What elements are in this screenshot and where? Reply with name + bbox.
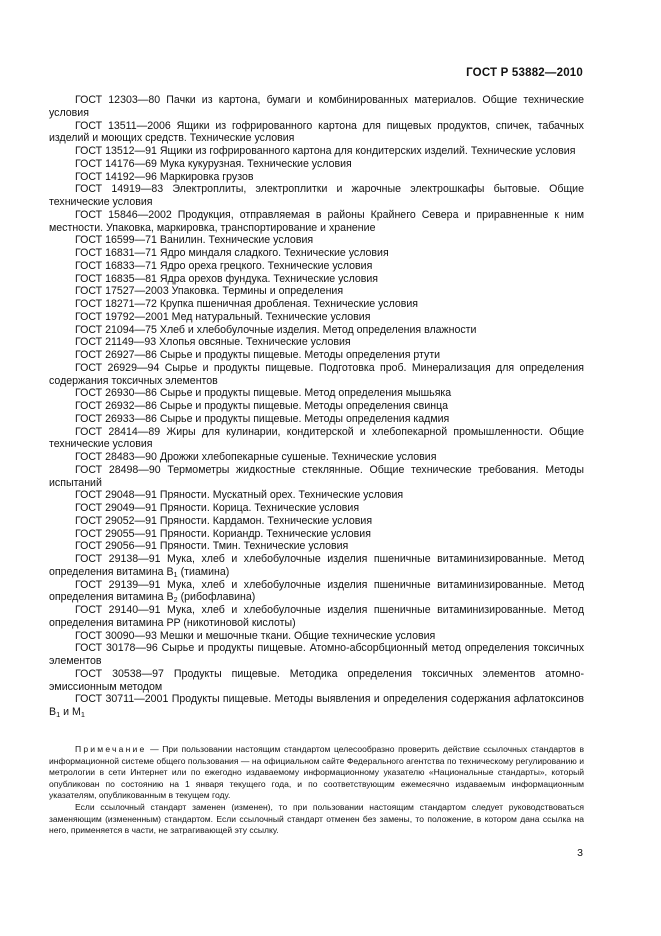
subscript: 1 xyxy=(173,569,178,579)
reference-item xyxy=(49,413,584,426)
reference-item xyxy=(49,120,584,146)
reference-code: ГОСТ 26927—86 xyxy=(75,349,157,361)
reference-title: Электроплиты, электроплитки и жарочные электрошкафы бытовые. Общие технические условия xyxy=(49,183,584,208)
reference-title: Пачки из картона, бумаги и комбинированных материалов. Общие технические условия xyxy=(49,94,584,119)
subscript: 1 xyxy=(80,709,85,719)
reference-item xyxy=(49,489,584,502)
reference-code: ГОСТ 14176—69 xyxy=(75,157,157,170)
reference-title: Пряности. Корица. Технические условия xyxy=(159,502,360,514)
reference-code: ГОСТ 29139—91 xyxy=(75,578,161,591)
reference-item xyxy=(49,336,584,349)
reference-title-tail: и M xyxy=(60,706,81,718)
reference-item xyxy=(49,183,584,209)
reference-title-tail: (рибофлавина) xyxy=(177,591,256,604)
reference-item xyxy=(49,311,584,324)
reference-item xyxy=(49,502,584,515)
reference-item xyxy=(49,209,584,235)
reference-title: Ядра орехов фундука. Технические условия xyxy=(159,272,379,285)
reference-item xyxy=(49,298,584,311)
reference-code: ГОСТ 29140—91 xyxy=(75,604,161,616)
reference-title: Ядро ореха грецкого. Технические условия xyxy=(159,259,373,272)
reference-item xyxy=(49,145,584,158)
reference-code: ГОСТ 15846—2002 xyxy=(75,208,172,221)
reference-title: Сырье и продукты пищевые. Подготовка проб. Минерализация для определения содержания токсичных элементов xyxy=(49,361,584,387)
reference-title: Дрожжи хлебопекарные сушеные. Технические условия xyxy=(159,451,437,463)
reference-code: ГОСТ 30178—96 xyxy=(75,642,158,655)
reference-title: Мука, хлеб и хлебобулочные изделия пшеничные витаминизированные. Метод определения витамина PP (никотиновой кислоты) xyxy=(49,604,584,629)
reference-title: Пряности. Тмин. Технические условия xyxy=(159,540,349,553)
note-paragraph-1 xyxy=(49,744,584,802)
reference-title-tail: (тиамина) xyxy=(177,565,230,578)
subscript: 1 xyxy=(56,709,61,719)
reference-title: Сырье и продукты пищевые. Методы определения кадмия xyxy=(159,412,450,425)
reference-item xyxy=(49,273,584,286)
reference-item xyxy=(49,362,584,388)
reference-code: ГОСТ 16835—81 xyxy=(75,272,157,285)
reference-item xyxy=(49,158,584,171)
reference-code: ГОСТ 29048—91 xyxy=(75,489,157,502)
reference-code: ГОСТ 13512—91 xyxy=(75,145,157,157)
reference-title: Продукты пищевые. Методика определения токсичных элементов атомно-эмиссионным методом xyxy=(49,667,584,693)
reference-code: ГОСТ 14919—83 xyxy=(75,183,164,196)
reference-code: ГОСТ 13511—2006 xyxy=(75,119,171,132)
reference-title: Хлопья овсяные. Технические условия xyxy=(159,336,351,349)
reference-title: Ванилин. Технические условия xyxy=(159,234,314,247)
reference-code: ГОСТ 29056—91 xyxy=(75,540,157,553)
reference-code: ГОСТ 30090—93 xyxy=(75,629,157,642)
reference-title: Сырье и продукты пищевые. Методы определения свинца xyxy=(159,400,449,412)
reference-item xyxy=(49,464,584,490)
reference-title: Хлеб и хлебобулочные изделия. Метод определения влажности xyxy=(159,323,477,336)
note-text-1: — При пользовании настоящим стандартом целесообразно проверить действие ссылочных стандартов в информационной системе общего пользования — на официальном сайте Федерального агентства по техническому регулированию и метрологии в сети Интернет или по ежегодно издаваемому информационному указателю «Национальные стандарты», который опубликован по состоянию на 1 января текущего года, и по соответствующим ежемесячно издаваемым информационным указателям, опубликованным в текущем году. xyxy=(49,744,584,801)
page-header-title: ГОСТ Р 53882—2010 xyxy=(466,67,583,79)
reference-item xyxy=(49,528,584,541)
reference-code: ГОСТ 30538—97 xyxy=(75,667,164,680)
reference-code: ГОСТ 29049—91 xyxy=(75,502,157,514)
reference-code: ГОСТ 14192—96 xyxy=(75,170,157,183)
reference-item xyxy=(49,426,584,452)
reference-title: Сырье и продукты пищевые. Атомно-абсорбционный метод определения токсичных элементов xyxy=(49,642,584,667)
reference-code: ГОСТ 30711—2001 xyxy=(75,693,169,706)
reference-item xyxy=(49,604,584,630)
reference-item xyxy=(49,642,584,668)
reference-title: Мука, хлеб и хлебобулочные изделия пшеничные витаминизированные. Метод определения витамина B xyxy=(49,578,584,604)
reference-code: ГОСТ 26933—86 xyxy=(75,412,157,425)
reference-item xyxy=(49,693,584,719)
reference-code: ГОСТ 17527—2003 xyxy=(75,285,169,298)
reference-code: ГОСТ 21149—93 xyxy=(75,336,157,349)
reference-title: Продукты пищевые. Методы выявления и определения содержания афлатоксинов B xyxy=(49,693,584,718)
reference-item xyxy=(49,349,584,362)
reference-title: Сырье и продукты пищевые. Методы определения ртути xyxy=(159,349,441,361)
reference-code: ГОСТ 28483—90 xyxy=(75,451,157,463)
reference-title: Ядро миндаля сладкого. Технические условия xyxy=(159,247,389,259)
note-block xyxy=(49,744,584,837)
reference-item xyxy=(49,324,584,337)
reference-code: ГОСТ 21094—75 xyxy=(75,323,157,336)
reference-title: Ящики из гофрированного картона для пищевых продуктов, спичек, табачных изделий и моющих средств. Технические условия xyxy=(49,119,584,145)
reference-code: ГОСТ 26932—86 xyxy=(75,400,157,412)
reference-title: Мука, хлеб и хлебобулочные изделия пшеничные витаминизированные. Метод определения витамина B xyxy=(49,553,584,578)
reference-title: Мешки и мешочные ткани. Общие технические условия xyxy=(159,629,436,642)
reference-title: Продукция, отправляемая в районы Крайнего Севера и приравненные к ним местности. Упаковка, маркировка, транспортирование и хранение xyxy=(49,208,584,234)
reference-title: Мед натуральный. Технические условия xyxy=(171,310,371,323)
reference-code: ГОСТ 16599—71 xyxy=(75,234,157,247)
reference-code: ГОСТ 29138—91 xyxy=(75,553,161,565)
reference-title: Сырье и продукты пищевые. Метод определения мышьяка xyxy=(159,387,452,400)
reference-code: ГОСТ 28414—89 xyxy=(75,425,161,438)
reference-item xyxy=(49,387,584,400)
note-paragraph-2: Если ссылочный стандарт заменен (изменен), то при пользовании настоящим стандартом следует руководствоваться заменяющим (измененным) стандартом. Если ссылочный стандарт отменен без замены, то положение, в котором дана ссылка на него, применяется в части, не затрагивающей эту ссылку. xyxy=(49,801,584,836)
reference-code: ГОСТ 16833—71 xyxy=(75,259,157,272)
reference-title: Пряности. Кориандр. Технические условия xyxy=(159,527,371,540)
reference-item xyxy=(49,234,584,247)
reference-item xyxy=(49,515,584,528)
reference-title: Пряности. Мускатный орех. Технические условия xyxy=(159,489,404,502)
reference-code: ГОСТ 16831—71 xyxy=(75,247,157,259)
reference-item xyxy=(49,451,584,464)
subscript: 2 xyxy=(173,595,178,605)
reference-title: Маркировка грузов xyxy=(159,170,254,183)
reference-title: Термометры жидкостные стеклянные. Общие технические требования. Методы испытаний xyxy=(49,463,584,489)
reference-code: ГОСТ 29055—91 xyxy=(75,527,157,540)
reference-title: Крупка пшеничная дробленая. Технические условия xyxy=(159,298,419,310)
reference-item xyxy=(49,630,584,643)
reference-code: ГОСТ 28498—90 xyxy=(75,463,161,476)
reference-item xyxy=(49,171,584,184)
reference-code: ГОСТ 18271—72 xyxy=(75,298,157,310)
reference-title: Пряности. Кардамон. Технические условия xyxy=(159,514,373,527)
reference-item xyxy=(49,579,584,605)
reference-item xyxy=(49,400,584,413)
reference-code: ГОСТ 29052—91 xyxy=(75,514,157,527)
page-number: 3 xyxy=(577,847,583,859)
reference-title: Ящики из гофрированного картона для кондитерских изделий. Технические условия xyxy=(159,145,576,157)
reference-item xyxy=(49,285,584,298)
reference-item xyxy=(49,540,584,553)
reference-title: Мука кукурузная. Технические условия xyxy=(159,157,352,170)
reference-code: ГОСТ 19792—2001 xyxy=(75,310,169,323)
reference-code: ГОСТ 12303—80 xyxy=(75,94,161,106)
note-label: Примечание xyxy=(75,744,147,754)
reference-code: ГОСТ 26929—94 xyxy=(75,361,160,374)
normative-references-list xyxy=(49,94,584,719)
reference-code: ГОСТ 26930—86 xyxy=(75,387,157,400)
reference-item xyxy=(49,260,584,273)
reference-title: Жиры для кулинарии, кондитерской и хлебопекарной промышленности. Общие технические условия xyxy=(49,425,584,451)
reference-item xyxy=(49,94,584,120)
reference-item xyxy=(49,247,584,260)
reference-title: Упаковка. Термины и определения xyxy=(171,285,344,298)
reference-item xyxy=(49,553,584,579)
reference-item xyxy=(49,668,584,694)
